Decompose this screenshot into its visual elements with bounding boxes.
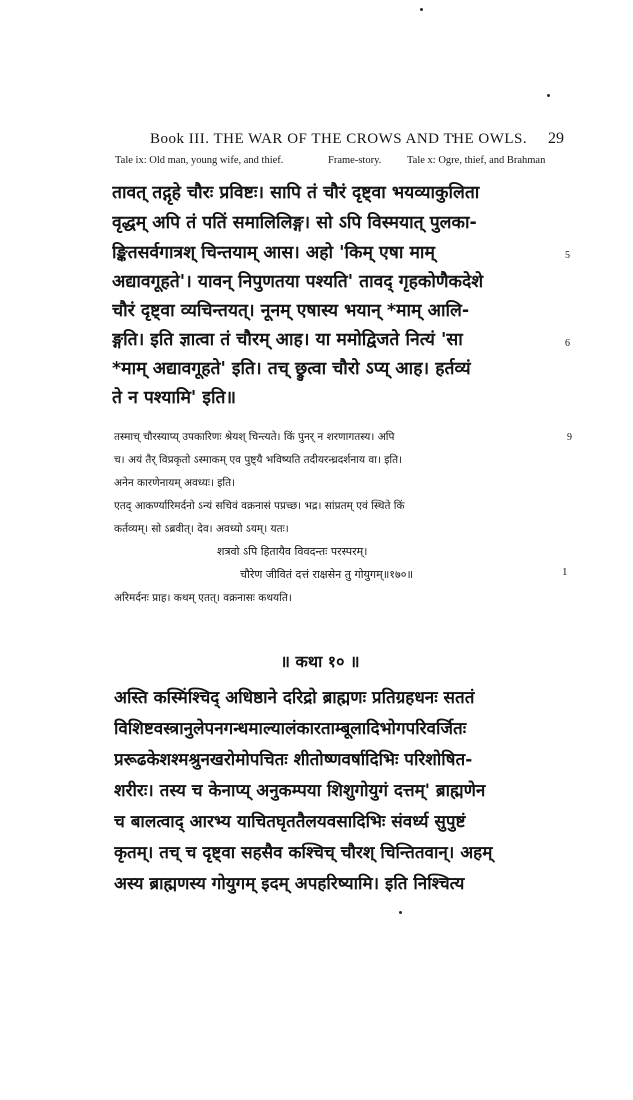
- after-verse-line: अरिमर्दनः प्राह। कथम् एतत्। वक्रनासः कथयति।: [114, 592, 292, 604]
- text-line: शरीरः। तस्य च केनाप्य् अनुकम्पया शिशुगोयुगं दत्तम्' ब्राह्मणेन: [114, 781, 486, 801]
- verse-line: शत्रवो ऽपि हितायैव विवदन्तः परस्परम्।: [217, 545, 368, 558]
- text-line: प्ररूढकेशश्मश्रुनखरोमोपचितः शीतोष्णवर्षादिभिः परिशोषित-: [114, 750, 473, 770]
- line-number: 9: [567, 432, 572, 443]
- story-title: ॥ कथा १० ॥: [280, 652, 360, 671]
- text-line: अस्ति कस्मिंश्चिद् अधिष्ठाने दरिद्रो ब्राह्मणः प्रतिग्रहधनः सततं: [114, 688, 475, 708]
- commentary-line: तस्माच् चौरस्याप्य् उपकारिणः श्रेयश् चिन्त्यते। किं पुनर् न शरणागतस्य। अपि: [114, 431, 395, 443]
- text-line: च बालत्वाद् आरभ्य याचितघृततैलयवसादिभिः संवर्ध्य सुपुष्टं: [114, 812, 466, 832]
- commentary-line: एतद् आकर्ण्यारिमर्दनो ऽन्यं सचिवं वक्रनासं पप्रच्छ। भद्र। सांप्रतम् एवं स्थिते किं: [114, 500, 405, 512]
- sub-heading-left: Tale ix: Old man, young wife, and thief.: [115, 155, 284, 166]
- text-line: अद्यावगूहते'। यावन् निपुणतया पश्यति' तावद् गृहकोणैकदेशे: [112, 272, 484, 292]
- text-line: कृतम्। तच् च दृष्ट्वा सहसैव कश्चिच् चौरश् चिन्तितवान्। अहम्: [114, 843, 493, 863]
- text-line: अस्य ब्राह्मणस्य गोयुगम् इदम् अपहरिष्यामि। इति निश्चित्य: [114, 874, 465, 894]
- running-head: Book III. THE WAR OF THE CROWS AND THE OWLS.: [150, 131, 528, 147]
- commentary-line: अनेन कारणेनायम् अवध्यः। इति।: [114, 477, 236, 489]
- text-line: तावत् तद्गृहे चौरः प्रविष्टः। सापि तं चौरं दृष्ट्वा भयव्याकुलिता: [112, 183, 480, 203]
- ink-speck: [420, 8, 423, 11]
- text-line: *माम् अद्यावगूहते' इति। तच् छ्रुत्वा चौरो ऽप्य् आह। हर्तव्यं: [112, 359, 471, 379]
- sub-headings: [115, 155, 555, 169]
- text-line: ङ्गति। इति ज्ञात्वा तं चौरम् आह। या ममोद्विजते नित्यं 'सा: [112, 330, 463, 350]
- text-line: ङ्कितसर्वगात्रश् चिन्तयाम् आस। अहो 'किम् एषा माम्: [112, 243, 435, 263]
- line-number: 5: [565, 250, 570, 261]
- text-line: वृद्धम् अपि तं पतिं समालिलिङ्ग। सो ऽपि विस्मयात् पुलका-: [112, 213, 477, 233]
- ink-speck: [399, 911, 402, 914]
- line-number: 6: [565, 338, 570, 349]
- ink-speck: [547, 94, 550, 97]
- sub-heading-center: Frame-story.: [328, 155, 382, 166]
- text-line: ते न पश्यामि' इति॥: [112, 388, 236, 408]
- page-number: 29: [548, 130, 564, 147]
- sub-heading-right: Tale x: Ogre, thief, and Brahman: [407, 155, 546, 166]
- commentary-line: कर्तव्यम्। सो ऽब्रवीत्। देव। अवध्यो ऽयम्। यतः।: [114, 523, 289, 535]
- commentary-line: च। अयं तैर् विप्रकृतो ऽस्माकम् एव पुष्ट्यै भविष्यति तदीयरन्ध्रदर्शनाय वा। इति।: [114, 454, 403, 466]
- text-line: चौरं दृष्ट्वा व्यचिन्तयत्। नूनम् एषास्य भयान् *माम् आलि-: [112, 301, 470, 321]
- margin-marker: 1: [562, 566, 568, 578]
- text-line: विशिष्टवस्त्रानुलेपनगन्धमाल्यालंकारताम्बूलादिभोगपरिवर्जितः: [114, 719, 467, 739]
- verse-line: चौरेण जीवितं दत्तं राक्षसेन तु गोयुगम्॥१७०॥: [240, 568, 414, 581]
